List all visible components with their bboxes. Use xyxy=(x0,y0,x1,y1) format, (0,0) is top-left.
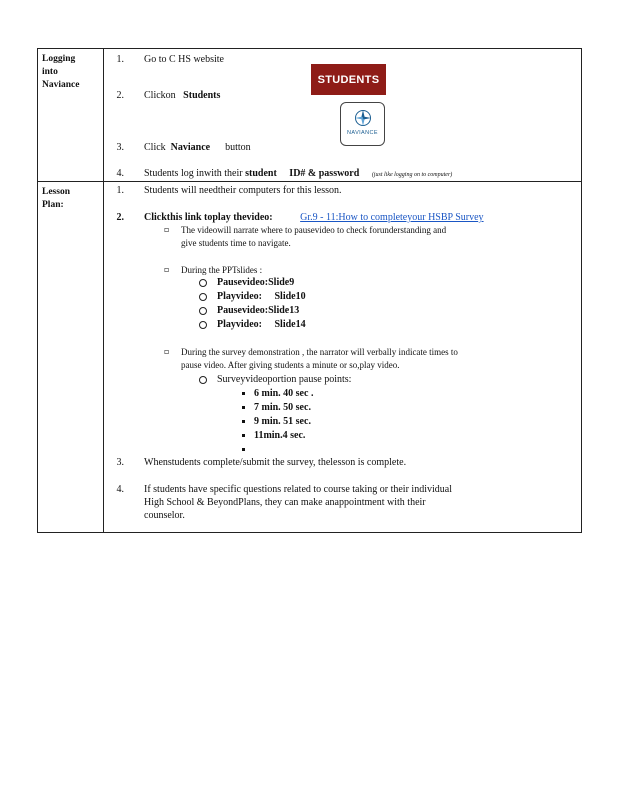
pause-item: Playvideo: Slide10 xyxy=(217,291,306,302)
step-login: Students log inwith their student ID# & password (just like logging on to computer) xyxy=(144,168,453,179)
pause-item: Pausevideo:Slide9 xyxy=(217,277,295,288)
row-logging xyxy=(38,49,581,182)
ring-bullet-icon xyxy=(199,321,207,329)
step-click-students: Clickon Students xyxy=(144,90,221,101)
square-bullet-icon xyxy=(242,392,245,395)
video-narrate-text: The videowill narrate where to pausevideo to check forunderstanding and xyxy=(181,225,447,235)
pause-time: 9 min. 51 sec. xyxy=(254,416,311,427)
ring-bullet-icon xyxy=(199,279,207,287)
square-bullet-icon xyxy=(242,448,245,451)
step-number: 2. xyxy=(116,212,124,223)
label-lesson-plan: Lesson Plan: xyxy=(38,182,104,532)
step-computers: Students will needtheir computers for this lesson. xyxy=(144,185,342,196)
step-click-naviance: Click Naviance button xyxy=(144,142,251,153)
bullet-icon: ▫ xyxy=(164,265,170,274)
ring-bullet-icon xyxy=(199,307,207,315)
step-complete-survey: Whenstudents complete/submit the survey, thelesson is complete. xyxy=(144,457,407,468)
step-play-video: Clickthis link toplay thevideo: Gr.9 - 11:How to completeyour HSBP Survey xyxy=(144,212,484,223)
step-number: 1. xyxy=(116,185,124,196)
instructions-table xyxy=(37,48,582,533)
square-bullet-icon xyxy=(242,420,245,423)
ring-bullet-icon xyxy=(199,376,207,384)
pause-item: Playvideo: Slide14 xyxy=(217,319,306,330)
row-lesson-plan xyxy=(38,182,581,532)
step-counselor-line3: counselor. xyxy=(144,510,185,521)
ring-bullet-icon xyxy=(199,293,207,301)
bullet-icon: ▫ xyxy=(164,225,170,234)
survey-demo-text-2: pause video. After giving students a minute or so,play video. xyxy=(181,360,400,370)
label-logging: Logging into Naviance xyxy=(38,49,104,181)
students-button: STUDENTS xyxy=(311,64,386,95)
bullet-icon: ▫ xyxy=(164,347,170,356)
pause-time: 7 min. 50 sec. xyxy=(254,402,311,413)
step-number: 1. xyxy=(116,54,124,65)
step-number: 2. xyxy=(116,90,124,101)
naviance-logo-button: NAVIANCE xyxy=(340,102,385,146)
step-counselor-line2: High School & BeyondPlans, they can make anappointment with their xyxy=(144,497,426,508)
survey-portion-text: Surveyvideoportion pause points: xyxy=(217,374,352,385)
pause-time: 11min.4 sec. xyxy=(254,430,306,441)
pause-item: Pausevideo:Slide13 xyxy=(217,305,300,316)
step-number: 4. xyxy=(116,168,124,179)
video-narrate-text-2: give students time to navigate. xyxy=(181,238,291,248)
square-bullet-icon xyxy=(242,406,245,409)
ppt-slides-text: During the PPTslides : xyxy=(181,265,263,275)
content-lesson-plan xyxy=(104,182,581,532)
step-number: 3. xyxy=(116,457,124,468)
square-bullet-icon xyxy=(242,434,245,437)
survey-video-link[interactable]: Gr.9 - 11:How to completeyour HSBP Survey xyxy=(300,212,484,223)
content-logging xyxy=(104,49,581,181)
survey-demo-text: During the survey demonstration , the narrator will verbally indicate times to xyxy=(181,347,458,357)
step-number: 3. xyxy=(116,142,124,153)
step-go-to-website: Go to C HS website xyxy=(144,54,224,65)
pause-time: 6 min. 40 sec . xyxy=(254,388,314,399)
naviance-compass-icon xyxy=(353,109,373,127)
step-counselor-line1: If students have specific questions related to course taking or their individual xyxy=(144,484,452,495)
step-number: 4. xyxy=(116,484,124,495)
